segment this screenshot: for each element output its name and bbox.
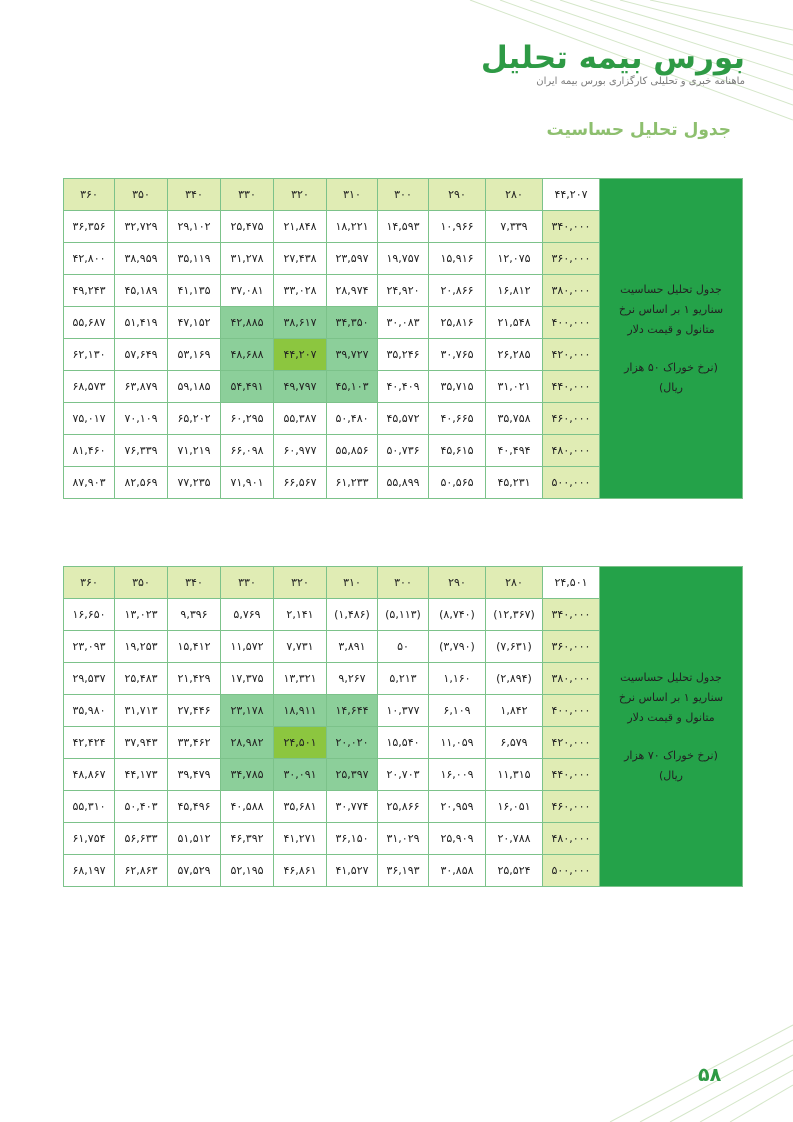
value-cell: ۵۰,۴۸۰ — [327, 403, 378, 435]
value-cell: ۱۶,۰۰۹ — [429, 759, 486, 791]
value-cell: ۳۳,۴۶۲ — [168, 727, 221, 759]
value-cell: ۴۴,۱۷۳ — [115, 759, 168, 791]
value-cell: ۳۰,۸۵۸ — [429, 855, 486, 887]
value-cell: ۳۵,۶۸۱ — [274, 791, 327, 823]
value-cell: ۱۱,۳۱۵ — [486, 759, 543, 791]
description-line4: (نرخ خوراک ۷۰ هزار — [624, 748, 718, 762]
value-cell: ۳۷,۰۸۱ — [221, 275, 274, 307]
value-cell: ۱۳,۰۲۳ — [115, 599, 168, 631]
value-cell: ۲۵,۴۷۵ — [221, 211, 274, 243]
value-cell: ۶۱,۲۳۳ — [327, 467, 378, 499]
value-cell: ۲۷,۴۳۸ — [274, 243, 327, 275]
value-cell: ۳۱,۰۲۱ — [486, 371, 543, 403]
value-cell: ۳۳,۰۲۸ — [274, 275, 327, 307]
value-cell: ۲۰,۷۰۳ — [378, 759, 429, 791]
value-cell: ۲۳,۱۷۸ — [221, 695, 274, 727]
value-cell: ۱۱,۰۵۹ — [429, 727, 486, 759]
section-title: جدول تحلیل حساسیت — [546, 120, 731, 140]
row-header: ۳۴۰,۰۰۰ — [543, 211, 600, 243]
column-header: ۳۲۰ — [274, 567, 327, 599]
value-cell: ۲۸,۹۷۴ — [327, 275, 378, 307]
value-cell: ۳۵,۷۱۵ — [429, 371, 486, 403]
column-header: ۳۶۰ — [64, 567, 115, 599]
value-cell: ۵۷,۵۲۹ — [168, 855, 221, 887]
value-cell: ۴۰,۴۰۹ — [378, 371, 429, 403]
value-cell: ۶,۵۷۹ — [486, 727, 543, 759]
value-cell: ۵۵,۶۸۷ — [64, 307, 115, 339]
column-header: ۲۸۰ — [486, 567, 543, 599]
value-cell: (۱۲,۳۶۷) — [486, 599, 543, 631]
value-cell: ۱۰,۳۷۷ — [378, 695, 429, 727]
value-cell: ۳۵,۱۱۹ — [168, 243, 221, 275]
value-cell: ۲,۱۴۱ — [274, 599, 327, 631]
column-header: ۳۲۰ — [274, 179, 327, 211]
value-cell: ۶۸,۱۹۷ — [64, 855, 115, 887]
description-line2: سناریو ۱ بر اساس نرخ — [618, 690, 724, 704]
description-line1: جدول تحلیل حساسیت — [620, 670, 722, 684]
value-cell: ۵۰,۷۳۶ — [378, 435, 429, 467]
value-cell: ۲۹,۱۰۲ — [168, 211, 221, 243]
value-cell: ۲۴,۵۰۱ — [274, 727, 327, 759]
value-cell: ۱۶,۶۵۰ — [64, 599, 115, 631]
value-cell: ۶,۱۰۹ — [429, 695, 486, 727]
value-cell: ۱۲,۰۷۵ — [486, 243, 543, 275]
value-cell: ۲۶,۲۸۵ — [486, 339, 543, 371]
column-header: ۲۹۰ — [429, 567, 486, 599]
description-line5: ریال) — [658, 380, 683, 394]
value-cell: ۲۵,۵۲۴ — [486, 855, 543, 887]
row-header: ۴۲۰,۰۰۰ — [543, 727, 600, 759]
value-cell: ۸۷,۹۰۳ — [64, 467, 115, 499]
value-cell: ۳۴,۷۸۵ — [221, 759, 274, 791]
value-cell: ۱۱,۵۷۲ — [221, 631, 274, 663]
column-header: ۳۰۰ — [378, 567, 429, 599]
value-cell: ۴۱,۲۷۱ — [274, 823, 327, 855]
value-cell: ۴۵,۱۰۳ — [327, 371, 378, 403]
value-cell: ۴۵,۵۷۲ — [378, 403, 429, 435]
value-cell: ۶۶,۰۹۸ — [221, 435, 274, 467]
value-cell: (۷,۶۳۱) — [486, 631, 543, 663]
column-header: ۳۵۰ — [115, 567, 168, 599]
column-header: ۲۸۰ — [486, 179, 543, 211]
value-cell: ۲۳,۵۹۷ — [327, 243, 378, 275]
value-cell: ۴۷,۱۵۲ — [168, 307, 221, 339]
value-cell: ۵۵,۸۵۶ — [327, 435, 378, 467]
column-header: ۳۶۰ — [64, 179, 115, 211]
value-cell: ۵۰ — [378, 631, 429, 663]
value-cell: ۲۴,۹۲۰ — [378, 275, 429, 307]
value-cell: ۲۱,۸۴۸ — [274, 211, 327, 243]
row-header: ۳۶۰,۰۰۰ — [543, 243, 600, 275]
value-cell: ۶۸,۵۷۳ — [64, 371, 115, 403]
value-cell: (۱,۴۸۶) — [327, 599, 378, 631]
value-cell: ۲۹,۵۳۷ — [64, 663, 115, 695]
value-cell: ۴۲,۸۸۵ — [221, 307, 274, 339]
value-cell: ۴۵,۶۱۵ — [429, 435, 486, 467]
value-cell: ۱۰,۹۶۶ — [429, 211, 486, 243]
value-cell: ۵۰,۵۶۵ — [429, 467, 486, 499]
value-cell: ۴۹,۲۴۳ — [64, 275, 115, 307]
value-cell: ۳۸,۹۵۹ — [115, 243, 168, 275]
value-cell: ۱۹,۲۵۳ — [115, 631, 168, 663]
value-cell: ۳۱,۰۲۹ — [378, 823, 429, 855]
value-cell: ۱۶,۸۱۲ — [486, 275, 543, 307]
value-cell: ۳۸,۶۱۷ — [274, 307, 327, 339]
value-cell: ۲۵,۸۶۶ — [378, 791, 429, 823]
value-cell: ۴۸,۸۶۷ — [64, 759, 115, 791]
value-cell: ۴۰,۶۶۵ — [429, 403, 486, 435]
row-header: ۴۶۰,۰۰۰ — [543, 791, 600, 823]
table-description — [600, 567, 743, 887]
value-cell: ۱۸,۹۱۱ — [274, 695, 327, 727]
value-cell: ۴۱,۵۲۷ — [327, 855, 378, 887]
value-cell: ۲۰,۹۵۹ — [429, 791, 486, 823]
value-cell: ۱۵,۴۱۲ — [168, 631, 221, 663]
value-cell: ۳۱,۷۱۳ — [115, 695, 168, 727]
column-header: ۳۳۰ — [221, 179, 274, 211]
value-cell: ۵,۷۶۹ — [221, 599, 274, 631]
value-cell: ۲۷,۴۴۶ — [168, 695, 221, 727]
value-cell: ۳۰,۷۶۵ — [429, 339, 486, 371]
sensitivity-table-2 — [63, 566, 743, 887]
column-header: ۲۹۰ — [429, 179, 486, 211]
row-header: ۴۴۰,۰۰۰ — [543, 371, 600, 403]
row-header: ۴۶۰,۰۰۰ — [543, 403, 600, 435]
value-cell: ۶۲,۸۶۳ — [115, 855, 168, 887]
row-header: ۳۸۰,۰۰۰ — [543, 275, 600, 307]
value-cell: ۱۴,۵۹۳ — [378, 211, 429, 243]
value-cell: ۴۰,۵۸۸ — [221, 791, 274, 823]
column-header: ۳۰۰ — [378, 179, 429, 211]
row-header: ۴۴۰,۰۰۰ — [543, 759, 600, 791]
description-line1: جدول تحلیل حساسیت — [620, 282, 722, 296]
value-cell: ۷۱,۹۰۱ — [221, 467, 274, 499]
row-header: ۵۰۰,۰۰۰ — [543, 855, 600, 887]
value-cell: ۴۸,۶۸۸ — [221, 339, 274, 371]
column-header: ۳۴۰ — [168, 179, 221, 211]
table-header-row — [64, 179, 743, 211]
value-cell: ۸۲,۵۶۹ — [115, 467, 168, 499]
value-cell: ۳۲,۷۲۹ — [115, 211, 168, 243]
value-cell: ۵۰,۴۰۳ — [115, 791, 168, 823]
value-cell: ۴۲,۸۰۰ — [64, 243, 115, 275]
value-cell: ۴۰,۴۹۴ — [486, 435, 543, 467]
base-value-cell: ۴۴,۲۰۷ — [543, 179, 600, 211]
value-cell: ۳۵,۷۵۸ — [486, 403, 543, 435]
value-cell: ۱۸,۲۲۱ — [327, 211, 378, 243]
value-cell: ۱۴,۶۴۴ — [327, 695, 378, 727]
row-header: ۳۶۰,۰۰۰ — [543, 631, 600, 663]
value-cell: ۱۹,۷۵۷ — [378, 243, 429, 275]
row-header: ۴۰۰,۰۰۰ — [543, 695, 600, 727]
value-cell: ۴۵,۴۹۶ — [168, 791, 221, 823]
value-cell: ۵۴,۴۹۱ — [221, 371, 274, 403]
value-cell: ۶۱,۷۵۴ — [64, 823, 115, 855]
value-cell: ۳۱,۲۷۸ — [221, 243, 274, 275]
value-cell: ۳۵,۹۸۰ — [64, 695, 115, 727]
value-cell: ۳۰,۰۸۳ — [378, 307, 429, 339]
value-cell: ۷۵,۰۱۷ — [64, 403, 115, 435]
value-cell: ۹,۳۹۶ — [168, 599, 221, 631]
value-cell: ۴۵,۲۳۱ — [486, 467, 543, 499]
value-cell: ۳۷,۹۴۳ — [115, 727, 168, 759]
value-cell: ۶۰,۹۷۷ — [274, 435, 327, 467]
value-cell: ۸۱,۴۶۰ — [64, 435, 115, 467]
value-cell: ۵۷,۶۴۹ — [115, 339, 168, 371]
value-cell: ۲۸,۹۸۲ — [221, 727, 274, 759]
value-cell: ۱,۸۴۲ — [486, 695, 543, 727]
value-cell: ۱۷,۳۷۵ — [221, 663, 274, 695]
value-cell: ۵۶,۶۳۳ — [115, 823, 168, 855]
column-header: ۳۵۰ — [115, 179, 168, 211]
value-cell: ۴۲,۴۲۴ — [64, 727, 115, 759]
row-header: ۳۸۰,۰۰۰ — [543, 663, 600, 695]
value-cell: ۳۹,۷۲۷ — [327, 339, 378, 371]
value-cell: ۷,۷۳۱ — [274, 631, 327, 663]
value-cell: ۲۵,۳۹۷ — [327, 759, 378, 791]
value-cell: ۲۵,۸۱۶ — [429, 307, 486, 339]
sensitivity-table-1 — [63, 178, 743, 499]
value-cell: ۱۵,۵۴۰ — [378, 727, 429, 759]
value-cell: ۴۹,۷۹۷ — [274, 371, 327, 403]
value-cell: ۱۶,۰۵۱ — [486, 791, 543, 823]
value-cell: ۴۶,۸۶۱ — [274, 855, 327, 887]
column-header: ۳۱۰ — [327, 179, 378, 211]
page-header — [481, 38, 745, 87]
value-cell: ۷۰,۱۰۹ — [115, 403, 168, 435]
value-cell: ۶۲,۱۳۰ — [64, 339, 115, 371]
page-number: ۵۸ — [698, 1064, 722, 1086]
value-cell: ۲۵,۹۰۹ — [429, 823, 486, 855]
value-cell: ۷۶,۳۳۹ — [115, 435, 168, 467]
value-cell: ۳۹,۴۷۹ — [168, 759, 221, 791]
value-cell: ۵۵,۸۹۹ — [378, 467, 429, 499]
description-line3: متانول و قیمت دلار — [627, 322, 715, 336]
value-cell: ۹,۲۶۷ — [327, 663, 378, 695]
value-cell: ۶۰,۲۹۵ — [221, 403, 274, 435]
value-cell: ۶۶,۵۶۷ — [274, 467, 327, 499]
value-cell: ۵۲,۱۹۵ — [221, 855, 274, 887]
value-cell: ۳۶,۳۵۶ — [64, 211, 115, 243]
value-cell: ۳۶,۱۹۳ — [378, 855, 429, 887]
column-header: ۳۴۰ — [168, 567, 221, 599]
value-cell: ۳۰,۰۹۱ — [274, 759, 327, 791]
brand-subtitle: ماهنامه خبری و تحلیلی کارگزاری بورس بیمه ایران — [536, 76, 745, 87]
value-cell: ۴۶,۳۹۲ — [221, 823, 274, 855]
value-cell: ۱۵,۹۱۶ — [429, 243, 486, 275]
value-cell: ۳,۸۹۱ — [327, 631, 378, 663]
value-cell: ۱,۱۶۰ — [429, 663, 486, 695]
value-cell: ۷۷,۲۳۵ — [168, 467, 221, 499]
value-cell: ۲۰,۰۲۰ — [327, 727, 378, 759]
column-header: ۳۳۰ — [221, 567, 274, 599]
value-cell: ۵۳,۱۶۹ — [168, 339, 221, 371]
description-line5: ریال) — [658, 768, 683, 782]
row-header: ۳۴۰,۰۰۰ — [543, 599, 600, 631]
value-cell: ۵۵,۳۱۰ — [64, 791, 115, 823]
description-line4: (نرخ خوراک ۵۰ هزار — [624, 360, 718, 374]
table-description — [600, 179, 743, 499]
value-cell: ۴۴,۲۰۷ — [274, 339, 327, 371]
value-cell: ۱۳,۳۲۱ — [274, 663, 327, 695]
value-cell: ۲۳,۰۹۳ — [64, 631, 115, 663]
value-cell: ۲۰,۷۸۸ — [486, 823, 543, 855]
value-cell: ۵۱,۴۱۹ — [115, 307, 168, 339]
value-cell: ۲۱,۵۴۸ — [486, 307, 543, 339]
value-cell: ۲۱,۴۲۹ — [168, 663, 221, 695]
value-cell: ۵,۲۱۳ — [378, 663, 429, 695]
value-cell: (۵,۱۱۳) — [378, 599, 429, 631]
value-cell: ۲۰,۸۶۶ — [429, 275, 486, 307]
value-cell: ۷۱,۲۱۹ — [168, 435, 221, 467]
value-cell: ۵۹,۱۸۵ — [168, 371, 221, 403]
value-cell: (۳,۷۹۰) — [429, 631, 486, 663]
value-cell: (۲,۸۹۴) — [486, 663, 543, 695]
column-header: ۳۱۰ — [327, 567, 378, 599]
value-cell: ۷,۳۳۹ — [486, 211, 543, 243]
table-header-row — [64, 567, 743, 599]
description-line3: متانول و قیمت دلار — [627, 710, 715, 724]
row-header: ۴۸۰,۰۰۰ — [543, 435, 600, 467]
value-cell: ۶۳,۸۷۹ — [115, 371, 168, 403]
value-cell: ۵۱,۵۱۲ — [168, 823, 221, 855]
value-cell: ۶۵,۲۰۲ — [168, 403, 221, 435]
row-header: ۴۰۰,۰۰۰ — [543, 307, 600, 339]
value-cell: ۴۵,۱۸۹ — [115, 275, 168, 307]
value-cell: ۴۱,۱۳۵ — [168, 275, 221, 307]
value-cell: ۳۶,۱۵۰ — [327, 823, 378, 855]
value-cell: ۳۰,۷۷۴ — [327, 791, 378, 823]
base-value-cell: ۲۴,۵۰۱ — [543, 567, 600, 599]
value-cell: ۵۵,۳۸۷ — [274, 403, 327, 435]
brand-title: بورس بیمه تحلیل — [480, 40, 745, 76]
row-header: ۴۲۰,۰۰۰ — [543, 339, 600, 371]
value-cell: ۳۵,۲۴۶ — [378, 339, 429, 371]
description-line2: سناریو ۱ بر اساس نرخ — [618, 302, 724, 316]
value-cell: (۸,۷۴۰) — [429, 599, 486, 631]
row-header: ۵۰۰,۰۰۰ — [543, 467, 600, 499]
value-cell: ۲۵,۴۸۳ — [115, 663, 168, 695]
value-cell: ۳۴,۳۵۰ — [327, 307, 378, 339]
row-header: ۴۸۰,۰۰۰ — [543, 823, 600, 855]
